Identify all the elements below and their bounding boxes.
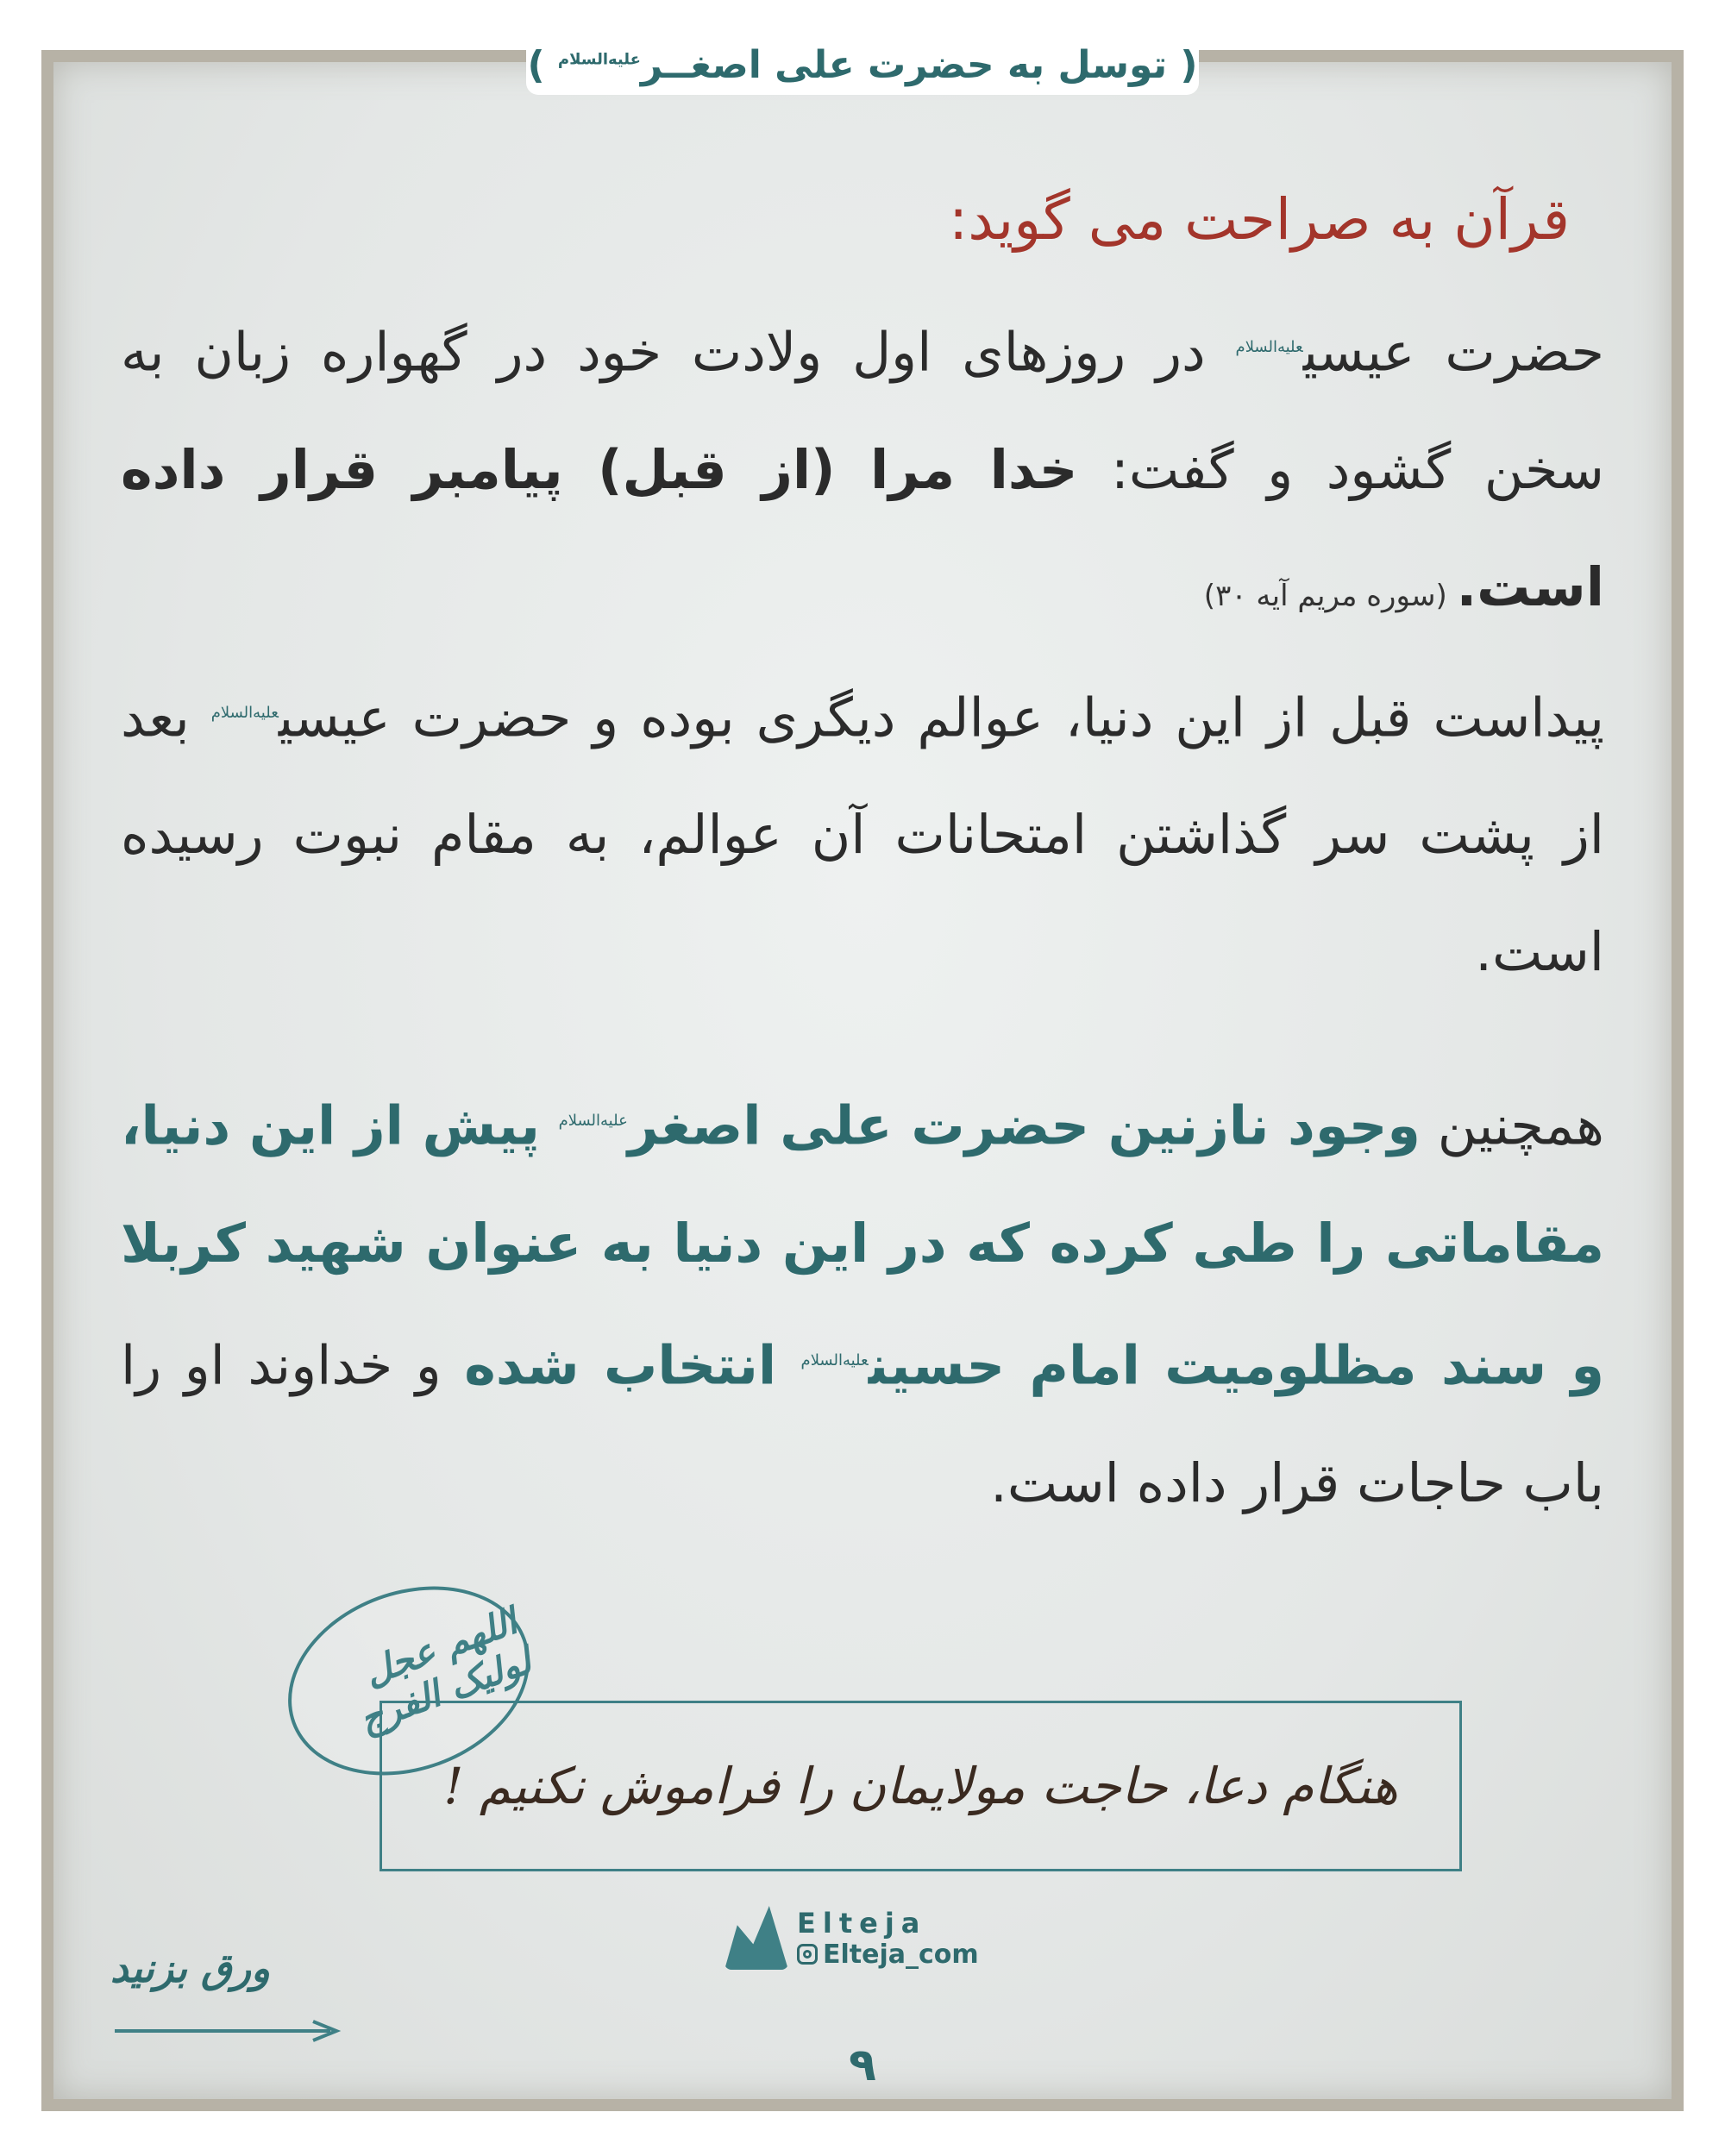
p2-end: بعد از پشت سر گذاشتن امتحانات آن عوالم، به مقام نبوت رسیده است. (121, 686, 1604, 984)
honorific-mark: علیه‌السلام (800, 1351, 869, 1369)
page-title (527, 43, 1197, 87)
honorific-mark: علیه‌السلام (558, 1112, 628, 1131)
honorific-mark: علیه‌السلام (557, 49, 641, 68)
header-tab (526, 34, 1199, 95)
paragraph-2 (121, 655, 1604, 1012)
p1-start: حضرت عیسی (1302, 320, 1604, 384)
p3-start: همچنین (1420, 1094, 1604, 1157)
p2-start: پیداست قبل از این دنیا، عوالم دیگری بوده و حضرت عیسی (278, 686, 1605, 749)
p3-highlight-3: انتخاب شده (464, 1333, 801, 1397)
p3-highlight-1: وجود نازنین حضرت علی اصغر (627, 1094, 1421, 1157)
instagram-icon (797, 1944, 818, 1965)
brand-logo (724, 1902, 983, 1974)
brand-handle-row (797, 1940, 979, 1970)
main-content (121, 168, 1604, 1542)
paragraph-3 (121, 1062, 1604, 1541)
p1-quote: خدا مرا (از قبل) پیامبر قرار داده است. (121, 437, 1604, 618)
arrow-right-icon (110, 2018, 348, 2044)
honorific-mark: علیه‌السلام (1235, 338, 1303, 356)
turn-page-label: ورق بزنید (110, 1945, 271, 1991)
paragraph-1 (121, 289, 1604, 655)
p1-middle: در روزهای اول ولادت خود در گهواره زبان به سخن گشود و گفت: (121, 320, 1604, 501)
dua-text: هنگام دعا، حاجت مولایمان را فراموش نکنیم ! (443, 1757, 1398, 1815)
logo-icon (724, 1906, 788, 1970)
dua-box (380, 1701, 1462, 1871)
p3-highlight-2: پیش از این دنیا، مقاماتی را طی کرده که در این دنیا به عنوان شهید کربلا و سند مظلومیت امام حسین (121, 1094, 1604, 1397)
brand-handle: Elteja_com (823, 1939, 979, 1970)
brand-name: Elteja (797, 1906, 927, 1940)
title-text: ( توسل به حضرت علی اصغــر (640, 42, 1198, 87)
verse-reference: (سوره مریم آیه ۳۰) (1203, 578, 1457, 613)
title-end: ) (527, 42, 558, 87)
honorific-mark: علیه‌السلام (210, 703, 279, 722)
seal-text: اللهم عجل لولیک الفرج (353, 1600, 537, 1741)
p3-end: و خداوند او را باب حاجات قرار داده است. (121, 1333, 1604, 1514)
page-number: ۹ (849, 2040, 876, 2091)
section-heading: قرآن به صراحت می گوید: (949, 186, 1570, 253)
